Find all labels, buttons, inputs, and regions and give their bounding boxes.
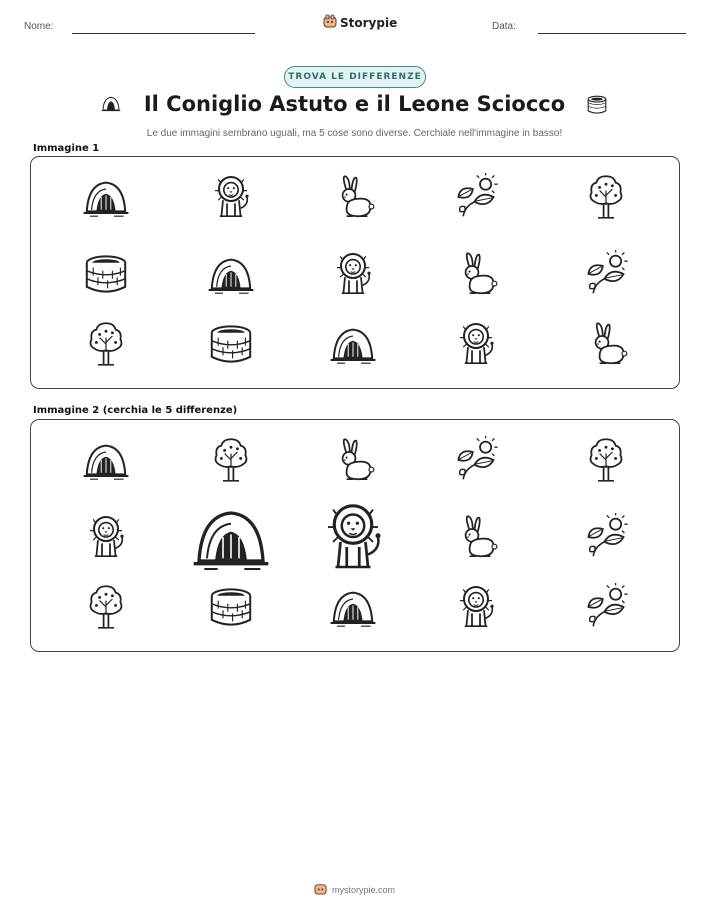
brand-name: Storypie [340, 15, 398, 30]
sun-leaves-icon[interactable] [452, 436, 500, 484]
name-line[interactable] [72, 33, 255, 34]
sun-leaves-icon[interactable] [582, 513, 630, 561]
tree-icon[interactable] [207, 436, 255, 484]
image2-panel[interactable] [30, 419, 680, 652]
tree-icon [582, 173, 630, 221]
well-icon [82, 250, 130, 298]
lion-icon[interactable] [82, 513, 130, 561]
rabbit-icon [452, 250, 500, 298]
tree-icon[interactable] [82, 583, 130, 631]
rabbit-icon[interactable] [452, 513, 500, 561]
tree-icon [82, 320, 130, 368]
lion-icon[interactable] [316, 500, 391, 575]
name-label: Nome: [24, 21, 54, 32]
cave-icon [82, 173, 130, 221]
rabbit-icon [329, 173, 377, 221]
image1-label: Immagine 1 [33, 143, 100, 154]
instructions: Le due immagini sembrano uguali, ma 5 cose sono diverse. Cerchiale nell'immagine in basso! [146, 128, 563, 139]
cave-icon[interactable] [82, 436, 130, 484]
trova-badge: TROVA LE DIFFERENZE [284, 66, 426, 88]
page-title: Il Coniglio Astuto e il Leone Sciocco [143, 92, 566, 116]
tree-icon[interactable] [582, 436, 630, 484]
sun-leaves-icon [582, 250, 630, 298]
lion-icon [329, 250, 377, 298]
cave-icon[interactable] [329, 583, 377, 631]
rabbit-icon [582, 320, 630, 368]
lion-icon [452, 320, 500, 368]
sun-leaves-icon[interactable] [582, 583, 630, 631]
footer [0, 882, 709, 897]
lion-icon[interactable] [452, 583, 500, 631]
cave-icon[interactable] [191, 497, 271, 577]
well-icon[interactable] [207, 583, 255, 631]
image2-label: Immagine 2 (cerchia le 5 differenze) [33, 405, 238, 416]
cave-icon [207, 250, 255, 298]
brand-logo [323, 14, 397, 31]
sun-leaves-icon [452, 173, 500, 221]
image1-panel [30, 156, 680, 389]
footer-url[interactable]: mystorypie.com [331, 884, 395, 895]
cave-icon [329, 320, 377, 368]
storypie-mascot-icon [314, 882, 327, 897]
well-icon [207, 320, 255, 368]
date-label: Data: [492, 21, 516, 32]
rabbit-icon[interactable] [329, 436, 377, 484]
well-icon [584, 94, 610, 120]
date-line[interactable] [538, 33, 686, 34]
lion-icon [207, 173, 255, 221]
storypie-mascot-icon [323, 14, 337, 31]
